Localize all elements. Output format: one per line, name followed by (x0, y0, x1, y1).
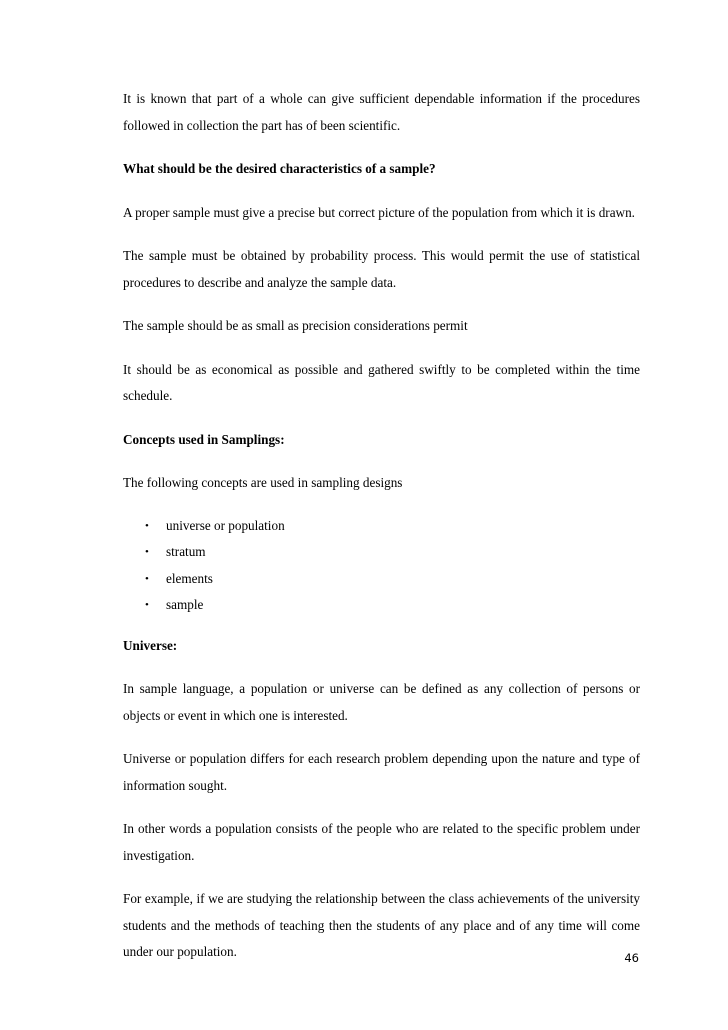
bullet-item-text: universe or population (166, 517, 285, 533)
bullet-item-text: elements (166, 570, 213, 586)
paragraph-probability-process: The sample must be obtained by probability process. This would permit the use of statistical procedures to describe and analyze the sample data. (123, 248, 640, 290)
paragraph-population-people: In other words a population consists of the people who are related to the specific problem under investigation. (123, 821, 640, 863)
bullet-item (123, 513, 640, 540)
paragraph-intro: It is known that part of a whole can give sufficient dependable information if the procedures followed in collection the part has of been scientific. (123, 91, 640, 133)
heading-desired-characteristics: What should be the desired characteristics of a sample? (123, 161, 436, 176)
paragraph-example: For example, if we are studying the relationship between the class achievements of the university students and the methods of teaching then the students of any place and of any time will come under our population. (123, 891, 640, 959)
paragraph-small-sample: The sample should be as small as precision considerations permit (123, 318, 468, 333)
heading-concepts: Concepts used in Samplings: (123, 431, 285, 447)
bullet-item (123, 566, 640, 593)
concepts-bullet-list (123, 513, 640, 619)
bullet-icon: • (145, 599, 149, 611)
bullet-icon: • (145, 546, 149, 558)
bullet-item (123, 592, 640, 619)
page-number: 46 (624, 951, 639, 965)
page-body (123, 86, 640, 966)
bullet-icon: • (145, 519, 149, 532)
paragraph-proper-sample: A proper sample must give a precise but correct picture of the population from which it is drawn. (123, 204, 635, 220)
bullet-item-text: sample (166, 597, 204, 612)
paragraph-concepts-intro: The following concepts are used in sampling designs (123, 475, 403, 490)
bullet-item (123, 539, 640, 566)
bullet-item-text: stratum (166, 544, 206, 559)
heading-universe: Universe: (123, 637, 178, 653)
paragraph-universe-definition: In sample language, a population or universe can be defined as any collection of persons or objects or event in which one is interested. (123, 681, 640, 723)
paragraph-universe-differs: Universe or population differs for each research problem depending upon the nature and type of information sought. (123, 751, 640, 793)
bullet-icon: • (145, 572, 149, 585)
paragraph-economical: It should be as economical as possible and gathered swiftly to be completed within the time schedule. (123, 361, 640, 403)
